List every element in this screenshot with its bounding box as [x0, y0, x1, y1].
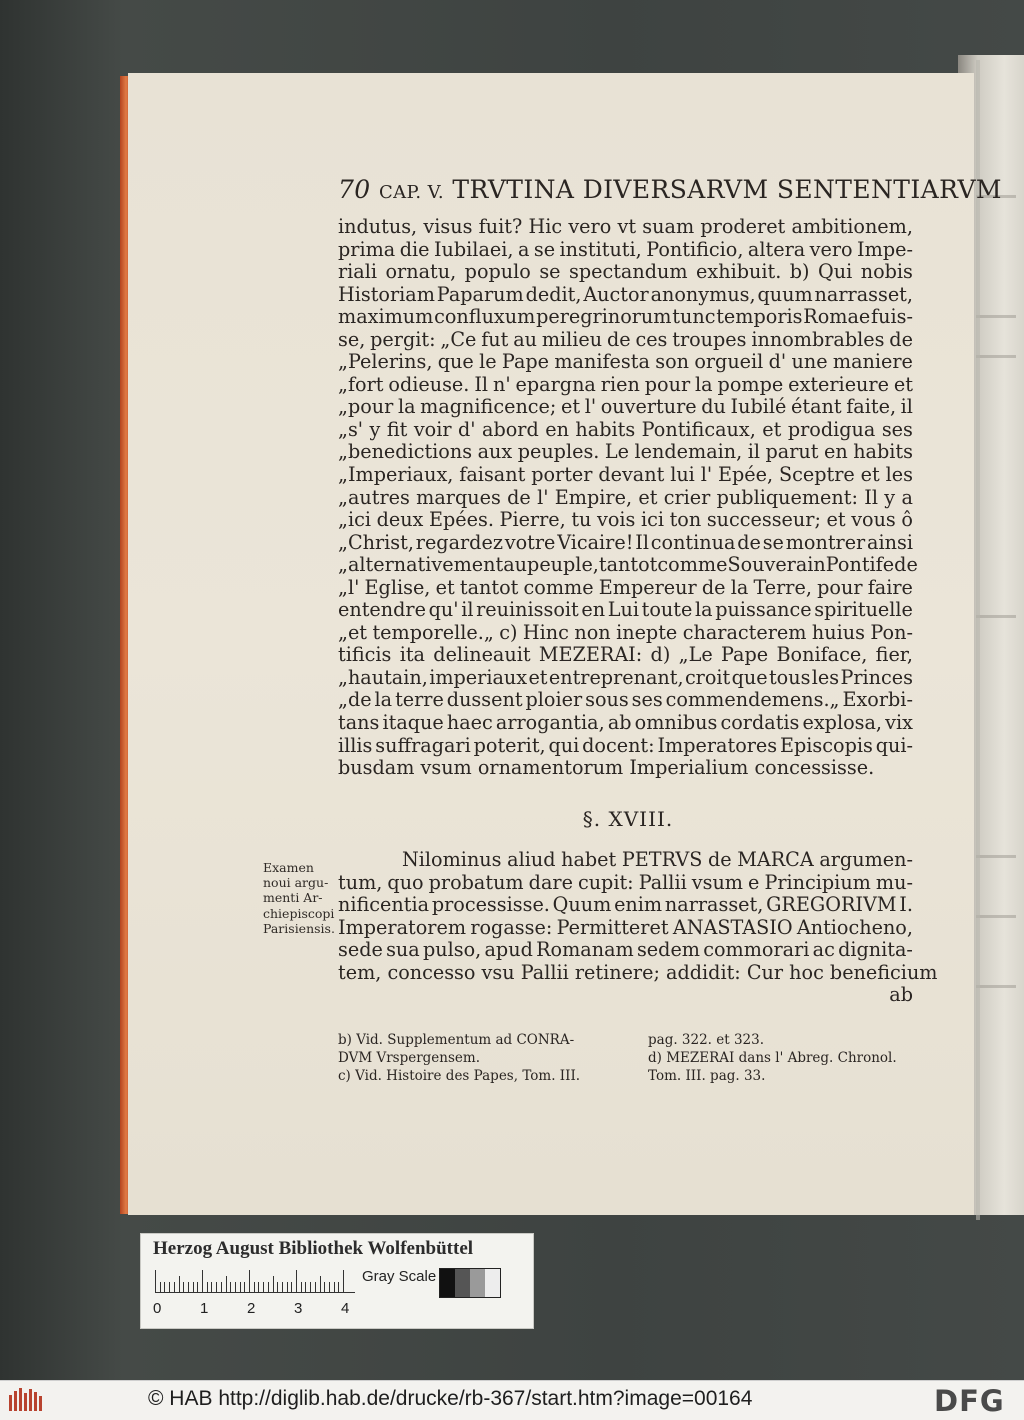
gray-scale-label: Gray Scale	[362, 1268, 437, 1285]
ruler-number: 1	[200, 1300, 209, 1317]
ruler-tick	[324, 1282, 325, 1292]
ruler-tick	[291, 1282, 292, 1292]
footnote-line: pag. 322. et 323.	[648, 1032, 765, 1048]
text-line: „autres marques de l' Empire, et crier publiquement: Il y a	[338, 485, 913, 509]
text-line: tificis ita delineauit MEZERAI: d) „Le Pape Boniface, fier,	[338, 643, 913, 667]
text-line: tum, quo probatum dare cupit: Pallii vsum e Principium mu-	[338, 870, 913, 894]
text-line: Historiam Paparum dedit, Auctor anonymus, quum narrasset,	[338, 282, 913, 306]
page-number: 70	[338, 175, 371, 204]
running-head	[338, 173, 1002, 207]
ruler-tick	[197, 1282, 198, 1292]
text-line: „Imperiaux, faisant porter devant lui l' Epée, Sceptre et les	[338, 463, 913, 487]
text-line: riali ornatu, populo se spectandum exhibuit. b) Qui nobis	[338, 260, 913, 284]
text-line: „fort odieuse. Il n' epargna rien pour la pompe exterieure et	[338, 372, 913, 396]
section-heading: §. XVIII.	[582, 807, 674, 831]
ruler-tick	[329, 1282, 330, 1292]
ruler-tick	[179, 1276, 180, 1292]
ruler-tick	[183, 1282, 184, 1292]
text-line: tans itaque haec arrogantia, ab omnibus cordatis explosa, vix	[338, 711, 913, 735]
text-line: „hautain, imperiaux et entreprenant, croit que tous les Princes	[338, 665, 913, 689]
text-line: „ici deux Epées. Pierre, tu vois ici ton successeur; et vous ô	[338, 508, 913, 532]
ruler-tick	[296, 1270, 297, 1292]
book-page	[128, 73, 1002, 1215]
ruler-tick	[249, 1270, 250, 1292]
ruler-tick	[301, 1282, 302, 1292]
ruler-tick	[315, 1282, 316, 1292]
footnote-line: Tom. III. pag. 33.	[648, 1068, 766, 1084]
ruler-tick	[277, 1282, 278, 1292]
text-line: entendre qu' il reuinissoit en Lui toute la puissance spirituelle	[338, 598, 913, 622]
footnote-line: DVM Vrspergensem.	[338, 1050, 481, 1066]
text-line: „benedictions aux peuples. Le lendemain, il parut en habits	[338, 440, 913, 464]
text-line: illis suffragari poterit, qui docent: Imperatores Episcopis qui-	[338, 733, 913, 757]
text-line: Nilominus aliud habet PETRVS de MARCA argumen-	[402, 848, 913, 871]
ruler-baseline	[155, 1292, 355, 1293]
footnote-line: b) Vid. Supplementum ad CONRA-	[338, 1032, 575, 1048]
footnotes-left	[338, 1031, 638, 1085]
text-line: „de la terre dussent ploier sous ses commendemens.„ Exorbi-	[338, 688, 913, 712]
text-line: „s' y fit voir d' abord en habits Pontificaux, et prodigua ses	[338, 417, 913, 441]
text-line: tem, concesso vsu Pallii retinere; addidit: Cur hoc beneficium	[338, 960, 938, 984]
ruler-tick	[230, 1282, 231, 1292]
catchword: ab	[889, 983, 913, 1006]
body-text-2	[338, 848, 938, 984]
footnotes-right	[648, 1031, 928, 1085]
text-line: indutus, visus fuit? Hic vero vt suam proderet ambitionem,	[338, 215, 913, 238]
hab-logo-icon	[8, 1387, 46, 1414]
ruler-tick	[169, 1282, 170, 1292]
text-line: „l' Eglise, et tantot comme Empereur de la Terre, pour faire	[338, 575, 913, 599]
body-text	[338, 215, 918, 780]
text-line: busdam vsum ornamentorum Imperialium concessisse.	[338, 756, 875, 780]
text-line: maximum confluxum peregrinorum tunc temporis Romae fuis-	[338, 305, 913, 329]
ruler-tick	[193, 1282, 194, 1292]
ruler-tick	[202, 1270, 203, 1292]
text-line: „pour la magnificence; et l' ouverture du Iubilé étant faite, il	[338, 395, 913, 419]
ruler-number: 2	[247, 1300, 256, 1317]
scale-card	[140, 1233, 534, 1329]
footnote-line: c) Vid. Histoire des Papes, Tom. III.	[338, 1068, 581, 1084]
ruler-tick	[263, 1282, 264, 1292]
ruler-tick	[216, 1282, 217, 1292]
text-line: „Christ, regardez votre Vicaire! Il continua de se montrer ainsi	[338, 530, 913, 554]
ruler-tick	[287, 1282, 288, 1292]
ruler-tick	[240, 1282, 241, 1292]
dfg-logo: DFG	[934, 1384, 1005, 1418]
ruler-tick	[207, 1282, 208, 1292]
ruler-tick	[305, 1282, 306, 1292]
ruler-tick	[221, 1282, 222, 1292]
text-line: „alternativement au peuple, tantot comme Souverain Pontife de	[338, 553, 918, 577]
ruler-tick	[164, 1282, 165, 1292]
footer-bar	[0, 1380, 1024, 1420]
text-line: sede sua pulso, apud Romanam sedem commorari ac dignita-	[338, 938, 913, 962]
chapter-label: CAP. V.	[378, 182, 445, 203]
text-line: „Pelerins, que le Pape manifesta son orgueil d' une maniere	[338, 350, 913, 374]
ruler-tick	[268, 1282, 269, 1292]
ruler-tick	[343, 1270, 344, 1292]
ruler-tick	[338, 1282, 339, 1292]
ruler-tick	[334, 1282, 335, 1292]
running-title: TRVTINA DIVERSARVM SENTENTIARVM	[452, 175, 1002, 204]
copyright-link[interactable]: © HAB http://diglib.hab.de/drucke/rb-367/start.htm?image=00164	[148, 1387, 753, 1410]
ruler-tick	[174, 1282, 175, 1292]
ruler-tick	[310, 1282, 311, 1292]
text-line: Imperatorem rogasse: Permitteret ANASTASIO Antiocheno,	[338, 915, 913, 939]
ruler-number: 0	[153, 1300, 162, 1317]
gray-scale-swatch	[439, 1268, 501, 1298]
ruler-tick	[282, 1282, 283, 1292]
text-line: „et temporelle.„ c) Hinc non inepte characterem huius Pon-	[338, 620, 913, 644]
ruler-tick	[188, 1282, 189, 1292]
ruler-tick	[235, 1282, 236, 1292]
ruler-tick	[155, 1270, 156, 1292]
glass-edge	[976, 60, 980, 1220]
margin-note: Examen noui argu- menti Ar- chiepiscopi Parisiensis.	[263, 860, 335, 936]
ruler-tick	[258, 1282, 259, 1292]
catchword-row	[338, 984, 913, 1007]
text-line: prima die Iubilaei, a se instituti, Pontificio, altera vero Impe-	[338, 237, 913, 261]
ruler-tick	[226, 1276, 227, 1292]
library-name: Herzog August Bibliothek Wolfenbüttel	[153, 1238, 474, 1259]
ruler-number: 4	[341, 1300, 350, 1317]
ruler-tick	[273, 1276, 274, 1292]
ruler-tick	[211, 1282, 212, 1292]
ruler-tick	[160, 1282, 161, 1292]
text-line: se, pergit: „Ce fut au milieu de ces troupes innombrables de	[338, 327, 913, 351]
ruler-number: 3	[294, 1300, 303, 1317]
ruler-tick	[320, 1276, 321, 1292]
ruler-tick	[244, 1282, 245, 1292]
text-line: nificentia processisse. Quum enim narrasset, GREGORIVM I.	[338, 893, 913, 917]
ruler-tick	[254, 1282, 255, 1292]
footnote-line: d) MEZERAI dans l' Abreg. Chronol.	[648, 1050, 897, 1066]
